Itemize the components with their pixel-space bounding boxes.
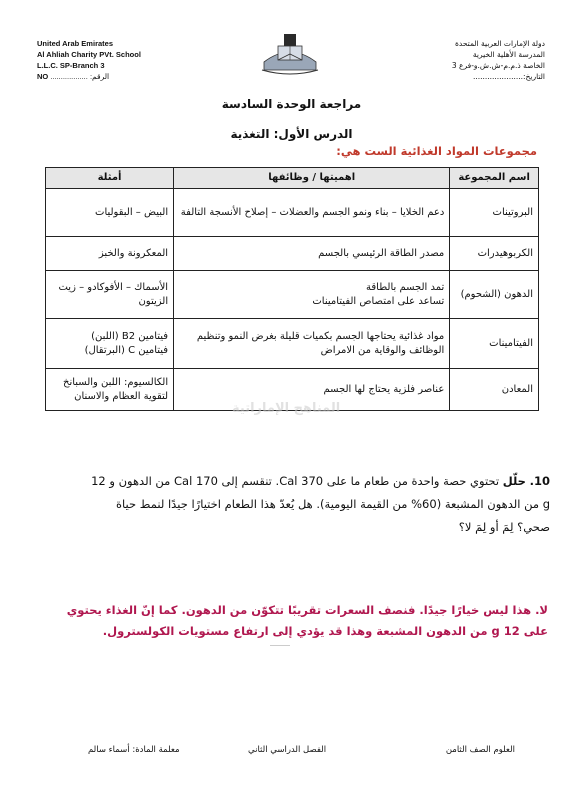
footer-term: الفصل الدراسي الثاني [248, 745, 327, 755]
question-text: تحتوي حصة واحدة من طعام ما على 370 Cal. تنقسم إلى 170 Cal من الدهون و 12 g من الدهون المشبعة (60% من القيمة اليومية). هل يُعدّ هذا الطعام اختيارًا جيدًا لنمط حياة صحي؟ لِمَ أو لِمَ لا؟ [91, 474, 550, 534]
group-function: مواد غذائية يحتاجها الجسم بكميات قليلة بغرض النمو وتنظيم الوظائف والوقاية من الامراض [174, 319, 450, 369]
unit-title: مراجعة الوحدة السادسة [221, 97, 362, 111]
school-branch-en: L.L.C. SP-Branch 3 [37, 61, 105, 70]
group-examples: فيتامين B2 (اللبن) فيتامين C (البرتقال) [46, 319, 174, 369]
food-groups-table [45, 167, 539, 411]
footer-teacher: معلمة المادة: أسماء سالم [88, 745, 180, 755]
date-field [452, 71, 545, 82]
school-branch-ar: الخاصة ذ.م.م-ش.ش.و-فرع 3 [451, 61, 545, 70]
group-name: الكربوهيدرات [450, 237, 539, 271]
school-name-en: Al Ahliah Charity PVt. School [37, 50, 141, 59]
school-logo-icon [258, 32, 322, 76]
group-name: الفيتامينات [450, 319, 539, 369]
number-label-en: NO [37, 72, 49, 81]
lesson-title: الدرس الأول: التغذية [230, 127, 353, 141]
date-label: التاريخ [525, 72, 545, 81]
date-dots: :..................... [472, 72, 526, 81]
question-verb: حلّل [502, 474, 526, 488]
number-field [37, 71, 141, 82]
country-name-en: United Arab Emirates [37, 39, 113, 48]
answer-10: لا. هذا ليس خيارًا جيدًا. فنصف السعرات تقريبًا تتكوّن من الدهون. كما إنّ الغذاء يحتوي على 12 g من الدهون المشبعة وهذا قد يؤدي إلى ارتفاع مستويات الكولسترول. [66, 603, 548, 638]
group-examples: البيض – البقوليات [46, 189, 174, 237]
group-examples: المعكرونة والخبز [46, 237, 174, 271]
column-header-group: اسم المجموعة [450, 168, 539, 189]
group-function: دعم الخلايا – بناء ونمو الجسم والعضلات – إصلاح الأنسجة التالفة [174, 189, 450, 237]
number-dots: .................. [50, 72, 88, 81]
table-header-row [46, 168, 539, 189]
number-label-ar: :الرقم [89, 72, 110, 81]
table-row [46, 271, 539, 319]
group-name: البروتينات [450, 189, 539, 237]
group-name: المعادن [450, 369, 539, 411]
column-header-examples: أمثلة [46, 168, 174, 189]
footer-subject: العلوم الصف الثامن [445, 745, 515, 755]
group-name: الدهون (الشحوم) [450, 271, 539, 319]
table-row [46, 319, 539, 369]
table-row [46, 189, 539, 237]
watermark: المناهج الإماراتية [232, 401, 341, 416]
group-function: تمد الجسم بالطاقة تساعد على امتصاص الفيتامينات [174, 271, 450, 319]
group-examples: الأسماك – الأفوكادو – زيت الزيتون [46, 271, 174, 319]
school-header-english [37, 38, 141, 82]
group-function: عناصر فلزية يحتاج لها الجسم [174, 369, 450, 411]
school-name-ar: المدرسة الأهلية الخيرية [472, 50, 545, 59]
column-header-functions: اهميتها / وظائفها [174, 168, 450, 189]
group-function: مصدر الطاقة الرئيسي بالجسم [174, 237, 450, 271]
table-row [46, 237, 539, 271]
divider [270, 645, 290, 646]
school-header-arabic [452, 38, 545, 82]
country-name-ar: دولة الإمارات العربية المتحدة [454, 39, 545, 48]
question-10 [86, 470, 550, 539]
group-examples: الكالسيوم: اللبن والسبانخ لتقوية العظام والاسنان [46, 369, 174, 411]
food-groups-heading: مجموعات المواد الغذائية الست هي: [336, 144, 537, 158]
question-number: 10. [529, 474, 550, 488]
